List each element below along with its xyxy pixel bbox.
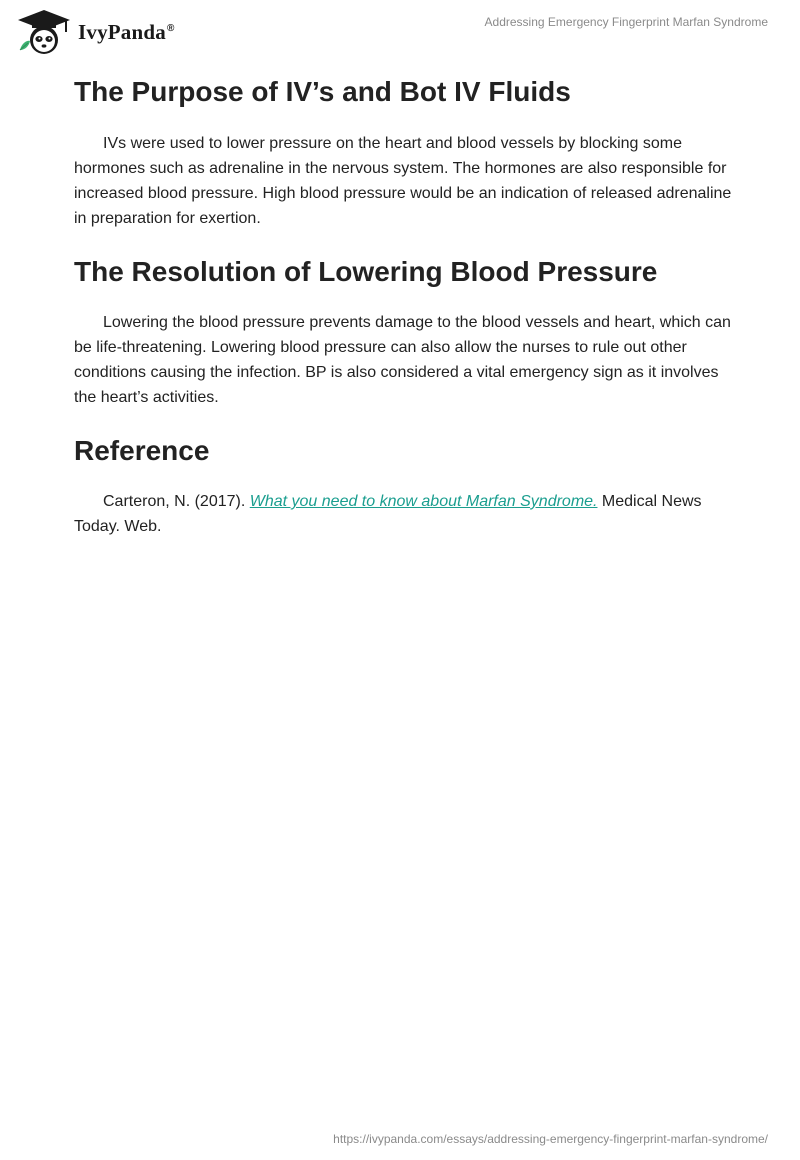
section-heading-reference: Reference [74,435,210,466]
logo-wordmark: IvyPanda® [78,19,175,44]
panda-graduate-icon [16,8,72,56]
document-title: Addressing Emergency Fingerprint Marfan Syndrome [484,15,768,29]
reference-source: Medical News Today. Web. [74,493,702,535]
section-heading-resolution: The Resolution of Lowering Blood Pressure [74,256,658,287]
footer-url: https://ivypanda.com/essays/addressing-emergency-fingerprint-marfan-syndrome/ [333,1132,768,1146]
section-heading-purpose: The Purpose of IV’s and Bot IV Fluids [74,76,571,107]
section-paragraph-purpose: IVs were used to lower pressure on the heart and blood vessels by blocking some hormones such as adrenaline in the nervous system. The hormones are also responsible for increased blood pressure. High blood pressure would be an indication of released adrenaline in preparation for exertion. [74,135,732,227]
essay-content [74,72,734,539]
registered-mark: ® [166,22,175,34]
reference-author-year: Carteron, N. (2017). [103,493,250,510]
section-paragraph-resolution: Lowering the blood pressure prevents damage to the blood vessels and heart, which can be life-threatening. Lowering blood pressure can also allow the nurses to rule out other conditions causing the infection. BP is also considered a vital emergency sign as it involves the heart’s activities. [74,314,731,406]
reference-entry [74,489,734,539]
ivypanda-logo[interactable] [16,8,175,56]
reference-link[interactable]: What you need to know about Marfan Syndrome. [249,493,598,510]
